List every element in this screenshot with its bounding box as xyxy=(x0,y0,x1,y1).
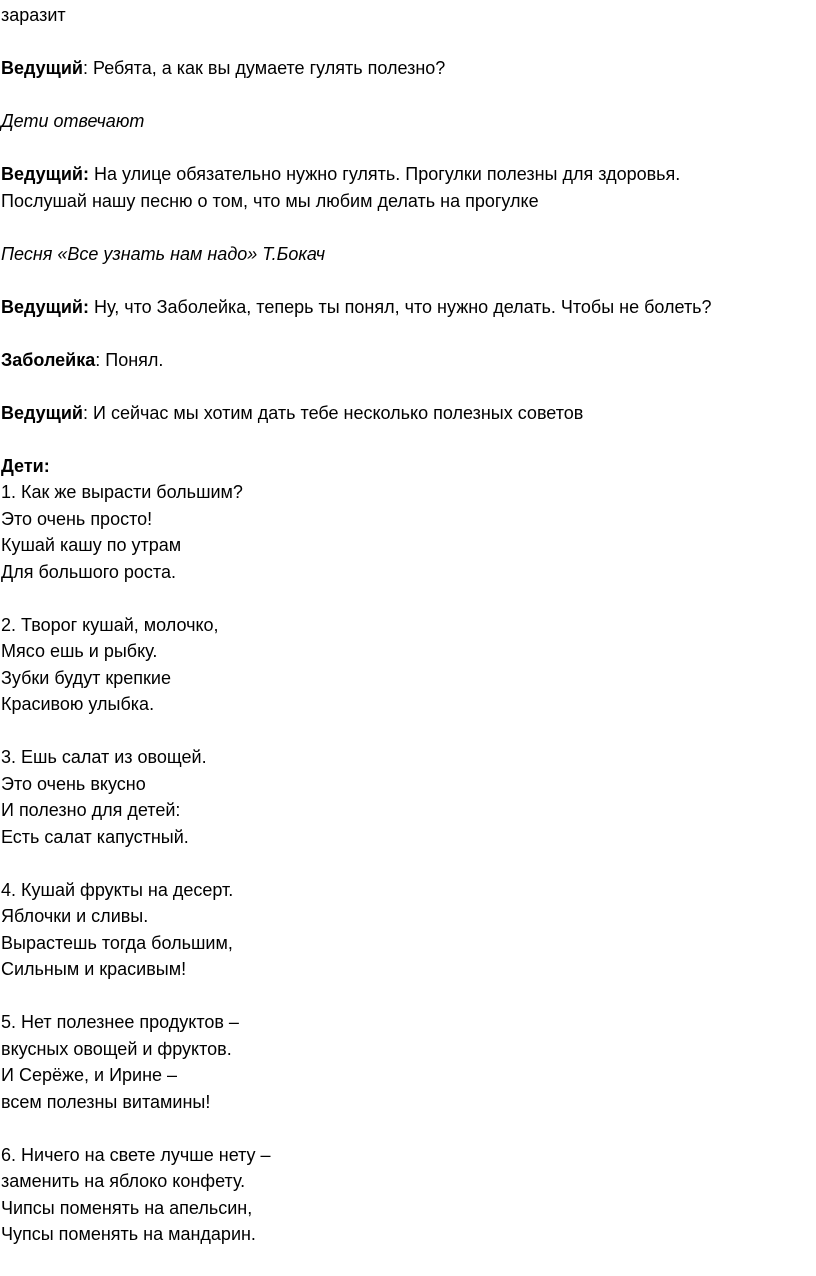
blank-line xyxy=(1,214,816,241)
blank-line xyxy=(1,718,816,745)
poem-line: всем полезны витамины! xyxy=(1,1091,211,1112)
blank-line xyxy=(1,850,816,877)
blank-line xyxy=(1,585,816,612)
poem-line: заменить на яблоко конфету. xyxy=(1,1171,246,1191)
stage-direction-song: Песня «Все узнать нам надо» Т.Бокач xyxy=(1,243,326,264)
poem-line: Это очень вкусно xyxy=(1,773,146,794)
poem-line: 2. Творог кушай, молочко, xyxy=(1,614,219,635)
poem-line: Мясо ешь и рыбку. xyxy=(1,641,158,661)
poem-line: Чипсы поменять на апельсин, xyxy=(1,1197,253,1218)
poem-stanza-2 xyxy=(1,612,816,718)
poem-stanza-5 xyxy=(1,1009,816,1115)
stage-direction-children-answer: Дети отвечают xyxy=(1,111,145,131)
blank-line xyxy=(1,1115,816,1142)
poem-line: вкусных овощей и фруктов. xyxy=(1,1038,232,1059)
dialogue-text: Понял. xyxy=(105,349,164,370)
blank-line xyxy=(1,373,816,400)
poem-line: 1. Как же вырасти большим? xyxy=(1,482,243,502)
poem-stanza-4 xyxy=(1,877,816,983)
speaker-name: Ведущий: xyxy=(1,164,89,184)
poem-line: Кушай кашу по утрам xyxy=(1,535,182,555)
poem-line: 6. Ничего на свете лучше нету – xyxy=(1,1144,271,1165)
poem-line: И полезно для детей: xyxy=(1,800,181,820)
poem-line: Красивою улыбка. xyxy=(1,694,155,714)
dialogue-line-host-4 xyxy=(1,400,816,427)
poem-stanza-6 xyxy=(1,1142,816,1248)
poem-line: И Серёже, и Ирине – xyxy=(1,1065,178,1085)
dialogue-text: И сейчас мы хотим дать тебе несколько полезных советов xyxy=(93,402,584,423)
poem-line: 3. Ешь салат из овощей. xyxy=(1,747,207,767)
blank-line xyxy=(1,983,816,1010)
dialogue-line-host-2 xyxy=(1,161,816,188)
blank-line xyxy=(1,135,816,162)
poem-stanza-3 xyxy=(1,744,816,850)
dialogue-line-zaboleika xyxy=(1,347,816,374)
dialogue-line-host-3 xyxy=(1,294,816,321)
blank-line xyxy=(1,320,816,347)
poem-line: Чупсы поменять на мандарин. xyxy=(1,1224,256,1244)
dialogue-text: На улице обязательно нужно гулять. Прогулки полезны для здоровья. xyxy=(94,164,681,184)
poem-line: Вырастешь тогда большим, xyxy=(1,932,233,953)
blank-line xyxy=(1,82,816,109)
poem-line: Это очень просто! xyxy=(1,508,153,529)
dialogue-line-host-1 xyxy=(1,55,816,82)
dialogue-text: Ну, что Заболейка, теперь ты понял, что нужно делать. Чтобы не болеть? xyxy=(94,296,712,317)
dialogue-line-host-2-continued: Послушай нашу песню о том, что мы любим делать на прогулке xyxy=(1,190,539,211)
children-label: Дети: xyxy=(1,455,50,476)
speaker-name: Заболейка xyxy=(1,349,96,370)
blank-line xyxy=(1,267,816,294)
poem-line: Для большого роста. xyxy=(1,561,176,582)
speaker-name: Ведущий: xyxy=(1,296,89,317)
blank-line xyxy=(1,29,816,56)
speaker-separator: : xyxy=(82,58,93,78)
poem-line: 4. Кушай фрукты на десерт. xyxy=(1,879,234,900)
speaker-separator: : xyxy=(82,402,93,423)
poem-line: 5. Нет полезнее продуктов – xyxy=(1,1012,239,1032)
speaker-name: Ведущий xyxy=(1,58,83,78)
poem-line: Есть салат капустный. xyxy=(1,826,189,847)
poem-line: Сильным и красивым! xyxy=(1,959,187,979)
poem-stanza-1 xyxy=(1,479,816,585)
speaker-name: Ведущий xyxy=(1,402,83,423)
dialogue-text: Ребята, а как вы думаете гулять полезно? xyxy=(93,58,446,78)
blank-line xyxy=(1,426,816,453)
poem-line: Зубки будут крепкие xyxy=(1,667,171,688)
intro-fragment: заразит xyxy=(1,5,66,25)
poem-line: Яблочки и сливы. xyxy=(1,906,149,926)
speaker-separator: : xyxy=(95,349,106,370)
